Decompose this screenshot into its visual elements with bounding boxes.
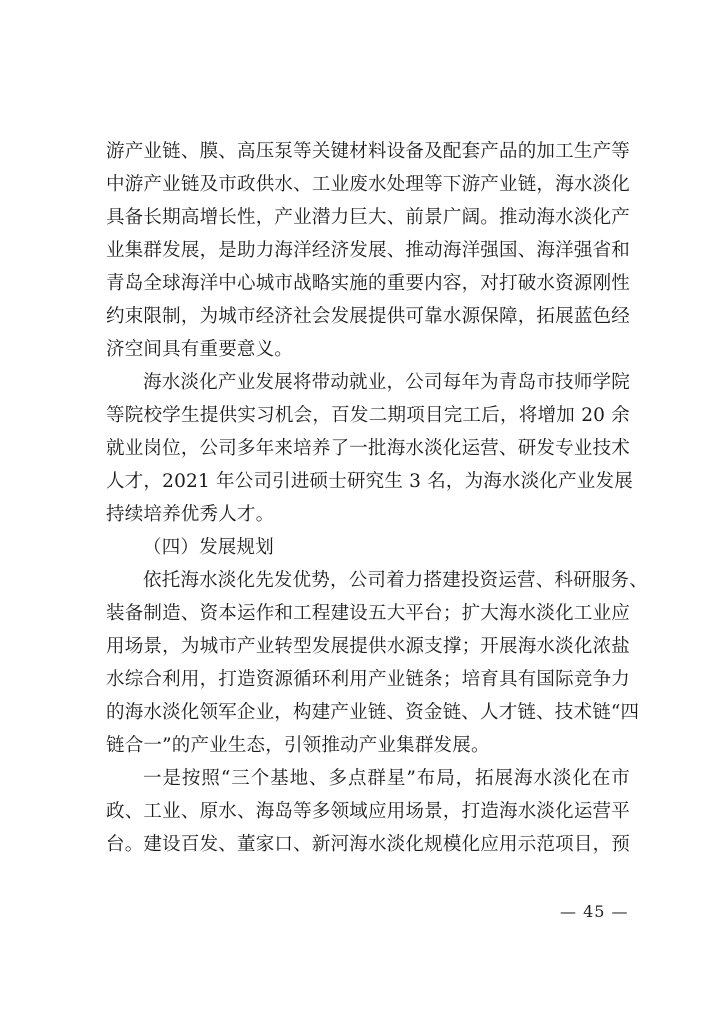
text-line: 青岛全球海洋中心城市战略实施的重要内容，对打破水资源刚性 [106,273,630,294]
text-line: 台。建设百发、董家口、新河海水淡化规模化应用示范项目，预 [106,834,630,855]
page-number: — 45 — [560,902,629,921]
text-line: 业集群发展，是助力海洋经济发展、推动海洋强国、海洋强省和 [106,240,630,261]
text-line: 海水淡化产业发展将带动就业，公司每年为青岛市技师学院 [143,372,630,393]
text-line: 人才，2021 年公司引进硕士研究生 3 名，为海水淡化产业发展 [106,471,633,492]
text-line: 的海水淡化领军企业，构建产业链、资金链、人才链、技术链“四 [106,702,640,723]
text-line: 中游产业链及市政供水、工业废水处理等下游产业链，海水淡化 [106,174,630,195]
text-line: 济空间具有重要意义。 [106,339,294,360]
text-line: 约束限制，为城市经济社会发展提供可靠水源保障，拓展蓝色经 [106,306,630,327]
text-line: 就业岗位，公司多年来培养了一批海水淡化运营、研发专业技术 [106,438,630,459]
text-line: 水综合利用，打造资源循环利用产业链条；培育具有国际竞争力 [106,669,630,690]
text-line: 链合一”的产业生态，引领推动产业集群发展。 [106,735,490,756]
text-line: 一是按照“三个基地、多点群星”布局，拓展海水淡化在市 [143,768,630,789]
text-line: 等院校学生提供实习机会，百发二期项目完工后，将增加 20 余 [106,405,630,426]
text-line: 持续培养优秀人才。 [106,504,275,525]
text-line: 游产业链、膜、高压泵等关键材料设备及配套产品的加工生产等 [106,141,630,162]
section-heading: （四）发展规划 [143,537,274,558]
text-line: 具备长期高增长性，产业潜力巨大、前景广阔。推动海水淡化产 [106,207,630,228]
text-line: 政、工业、原水、海岛等多领域应用场景，打造海水淡化运营平 [106,801,630,822]
text-line: 用场景，为城市产业转型发展提供水源支撑；开展海水淡化浓盐 [106,636,630,657]
text-line: 依托海水淡化先发优势，公司着力搭建投资运营、科研服务、 [143,570,648,591]
text-line: 装备制造、资本运作和工程建设五大平台；扩大海水淡化工业应 [106,603,630,624]
